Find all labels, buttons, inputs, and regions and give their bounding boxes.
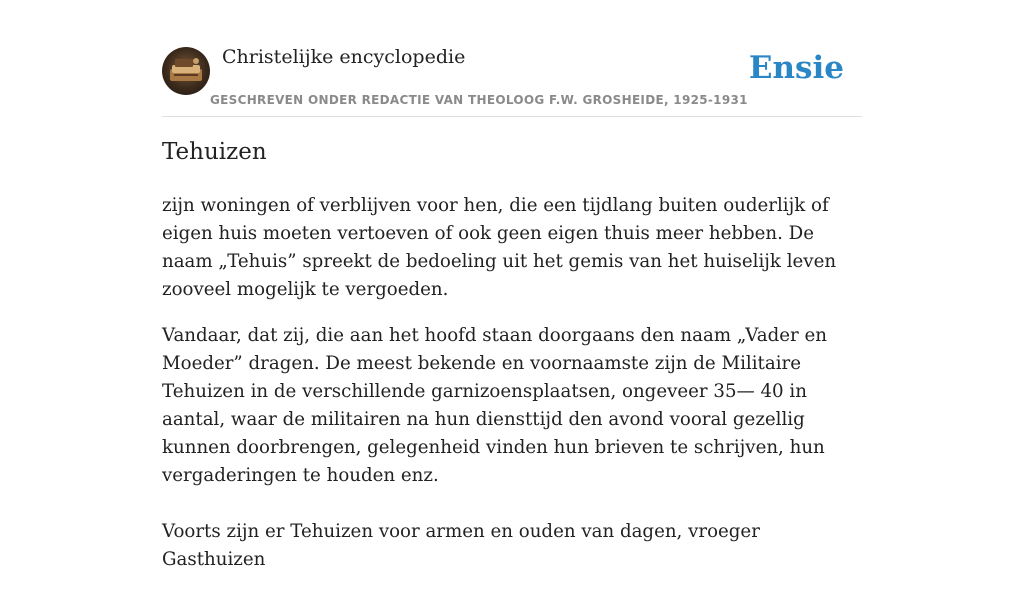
paragraph: Voorts zijn er Tehuizen voor armen en ouden van dagen, vroeger Gasthuizen (162, 521, 760, 570)
paragraph: Vandaar, dat zij, die aan het hoofd staan doorgaans den naam „Vader en Moeder” dragen. De meest bekende en voornaamste zijn de Militaire Tehuizen in de verschillende garnizoensplaatsen, ongeveer 35— 40 in aantal, waar de militairen na hun diensttijd den avond vooral gezellig kunnen doorbrengen, gelegenheid vinden hun brieven te schrijven, hun vergaderingen te houden enz. (162, 325, 827, 486)
article-body (162, 192, 862, 592)
site-avatar[interactable] (162, 47, 210, 95)
article-title: Tehuizen (162, 139, 267, 165)
site-header (162, 44, 862, 117)
site-subtitle: GESCHREVEN ONDER REDACTIE VAN THEOLOOG F.W. GROSHEIDE, 1925-1931 (210, 93, 748, 107)
site-title[interactable]: Christelijke encyclopedie (222, 46, 466, 68)
brand-logo[interactable]: Ensie (748, 50, 844, 86)
paragraph: zijn woningen of verblijven voor hen, die een tijdlang buiten ouderlijk of eigen huis moeten vertoeven of ook geen eigen thuis meer hebben. De naam „Tehuis” spreekt de bedoeling uit het gemis van het huiselijk leven zooveel mogelijk te vergoeden. (162, 195, 837, 300)
book-icon (162, 47, 210, 95)
